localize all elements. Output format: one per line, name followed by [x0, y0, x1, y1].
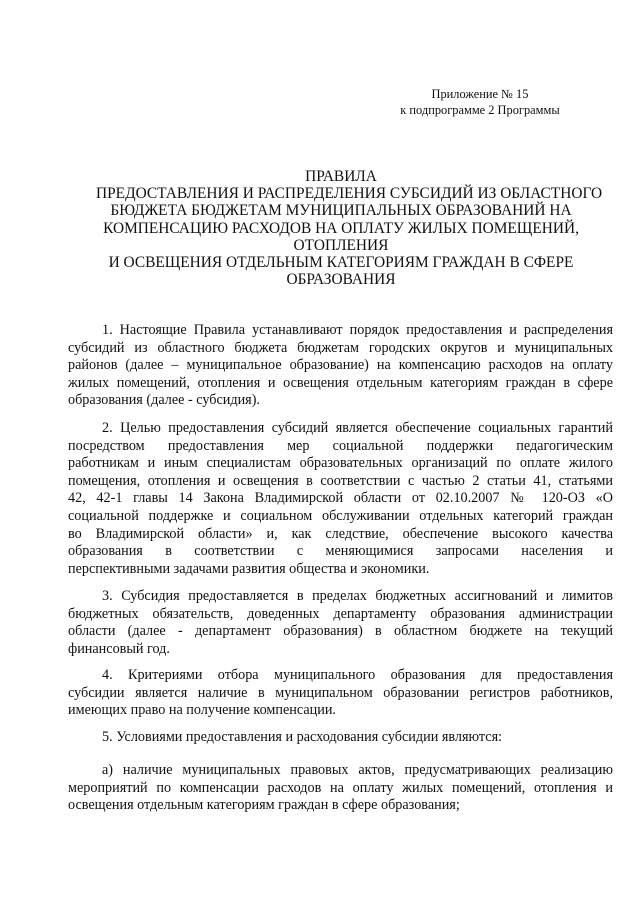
text-line: имеющих право на получение компенсации.	[68, 702, 336, 719]
text-line: области (далее - департамент образования) в областном бюджете на текущий	[68, 623, 613, 640]
text-line: субсидий из областного бюджета бюджетам городских округов и муниципальных	[68, 339, 613, 356]
text-line: 3. Субсидия предоставляется в пределах бюджетных ассигнований и лимитов	[102, 588, 613, 604]
text-line: 4. Критериями отбора муниципального образования для предоставления	[102, 667, 613, 683]
title-line: КОМПЕНСАЦИЮ РАСХОДОВ НА ОПЛАТУ ЖИЛЫХ ПОМЕЩЕНИЙ,	[103, 219, 579, 237]
text-line: помещения, отопления и освещения в соответствии с частью 2 статьи 41, статьями	[68, 472, 613, 489]
text-line: бюджетных обязательств, доведенных департаменту образования администрации	[68, 605, 613, 622]
text-line: жилых помещений, отопления и освещения отдельным категориям граждан в сфере	[68, 374, 613, 391]
appendix-reference: к подпрограмме 2 Программы	[400, 103, 560, 117]
paragraph-1	[68, 322, 613, 410]
text-line: 5. Условиями предоставления и расходования субсидии являются:	[102, 729, 503, 745]
text-line: во Владимирской области» и, как следствие, обеспечение высокого качества	[68, 525, 613, 542]
title-line: БЮДЖЕТА БЮДЖЕТАМ МУНИЦИПАЛЬНЫХ ОБРАЗОВАНИЙ НА	[110, 202, 572, 220]
text-line: социальной поддержке и социальном обслуживании отдельных категорий граждан	[68, 507, 613, 524]
title-line: ПРЕДОСТАВЛЕНИЯ И РАСПРЕДЕЛЕНИЯ СУБСИДИЙ ИЗ ОБЛАСТНОГО	[96, 185, 603, 203]
appendix-number: Приложение № 15	[431, 87, 529, 101]
text-line: образования в соответствии с меняющимися запросами населения и	[68, 543, 613, 560]
appendix-header	[380, 86, 580, 118]
paragraph-3	[68, 588, 613, 658]
text-line: образования (далее - субсидия).	[68, 392, 260, 409]
text-line: перспективными задачами развития общества и экономики.	[68, 560, 430, 577]
title-line: И ОСВЕЩЕНИЯ ОТДЕЛЬНЫМ КАТЕГОРИЯМ ГРАЖДАН В СФЕРЕ	[108, 254, 574, 272]
title-line: ПРАВИЛА	[305, 168, 377, 185]
document-title	[96, 168, 603, 289]
text-line: районов (далее – муниципальное образование) на компенсацию расходов на оплату	[68, 357, 613, 374]
text-line: 2. Целью предоставления субсидий является обеспечение социальных гарантий	[102, 420, 613, 436]
text-line: мероприятий по компенсации расходов на оплату жилых помещений, отопления и	[68, 779, 613, 796]
text-line: работникам и иным специалистам образовательных организаций по оплате жилого	[68, 455, 613, 472]
text-line: субсидии является наличие в муниципальном образовании регистров работников,	[68, 684, 613, 701]
paragraph-5	[68, 729, 613, 747]
title-line: ОТОПЛЕНИЯ	[293, 236, 389, 254]
text-line: финансовый год.	[68, 640, 170, 657]
title-line: ОБРАЗОВАНИЯ	[286, 271, 396, 289]
paragraph-2	[68, 420, 613, 578]
text-line: посредством предоставления мер социальной поддержки педагогическим	[68, 437, 613, 454]
text-line: освещения отдельным категориям граждан в сфере образования;	[68, 797, 460, 814]
text-line: 42, 42-1 главы 14 Закона Владимирской области от 02.10.2007 № 120-ОЗ «О	[68, 490, 613, 507]
text-line: а) наличие муниципальных правовых актов, предусматривающих реализацию	[102, 762, 613, 778]
text-line: 1. Настоящие Правила устанавливают порядок предоставления и распределения	[102, 322, 613, 338]
paragraph-4	[68, 667, 613, 720]
paragraph-5a	[68, 762, 613, 815]
